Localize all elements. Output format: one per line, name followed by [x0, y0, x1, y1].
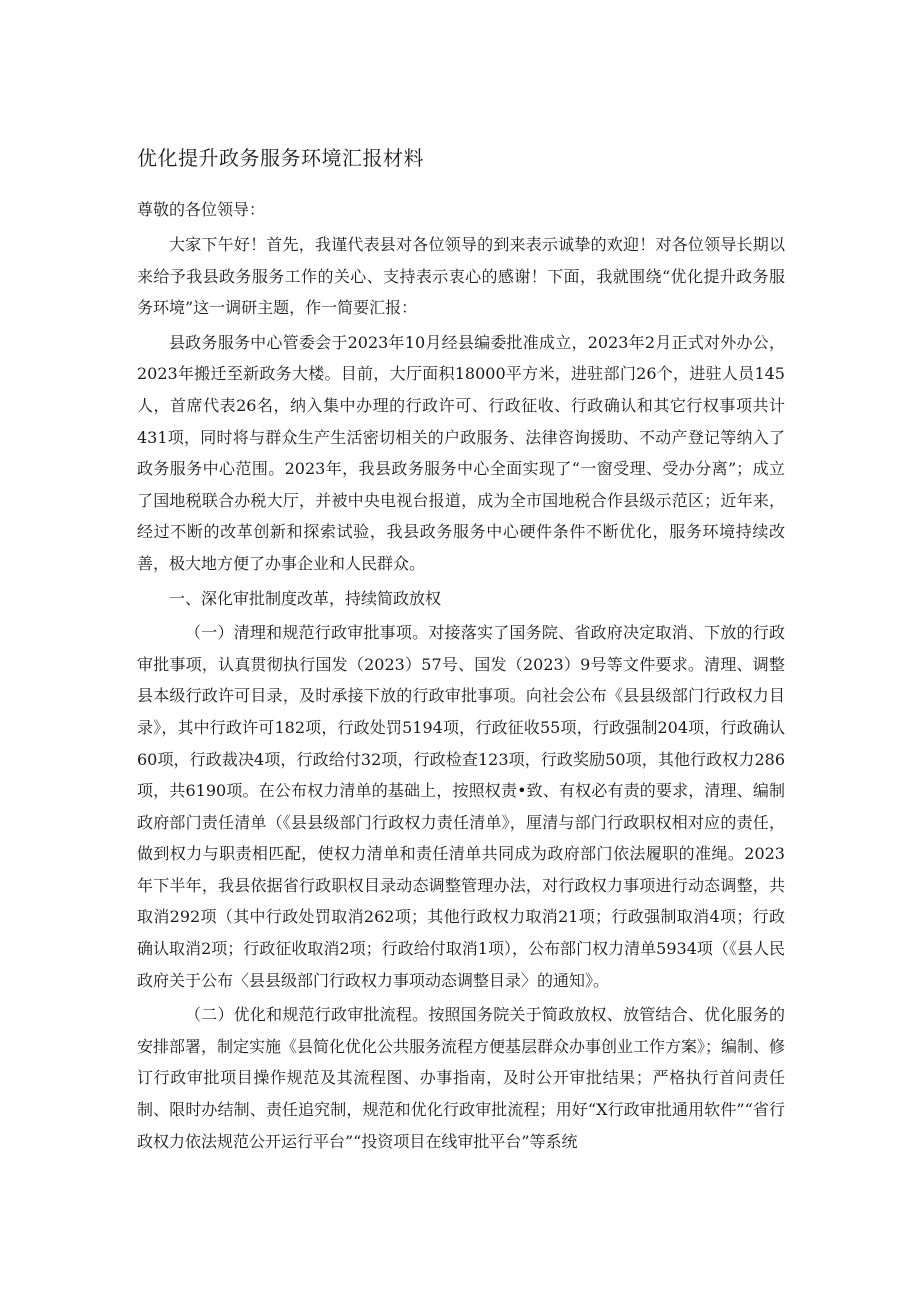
salutation: 尊敬的各位领导：	[137, 200, 266, 219]
document-title: 优化提升政务服务环境汇报材料	[137, 146, 424, 170]
paragraph-intro: 大家下午好！首先，我谨代表县对各位领导的到来表示诚挚的欢迎！对各位领导长期以来给予我县政务服务工作的关心、支持表示衷心的感谢！下面，我就围绕“优化提升政务服务环境”这一调研主题，作一简要汇报：	[137, 235, 785, 318]
paragraph-overview: 县政务服务中心管委会于2023年10月经县编委批准成立，2023年2月正式对外办公，2023年搬迁至新政务大楼。目前，大厅面积18000平方米，进驻部门26个，进驻人员145人，首席代表26名，纳入集中办理的行政许可、行政征收、行政确认和其它行权事项共计431项，同时将与群众生产生活密切相关的户政服务、法律咨询援助、不动产登记等纳入了政务服务中心范围。2023年，我县政务服务中心全面实现了“一窗受理、受办分离”；成立了国地税联合办税大厅，并被中央电视台报道，成为全市国地税合作县级示范区；近年来，经过不断的改革创新和探索试验，我县政务服务中心硬件条件不断优化，服务环境持续改善，极大地方便了办事企业和人民群众。	[137, 332, 785, 573]
document-page	[137, 143, 785, 1160]
section-heading-1: 一、深化审批制度改革，持续简政放权	[169, 588, 442, 608]
paragraph-subsection-1: （一）清理和规范行政审批事项。对接落实了国务院、省政府决定取消、下放的行政审批事项，认真贯彻执行国发（2023）57号、国发（2023）9号等文件要求。清理、调整县本级行政许可目录，及时承接下放的行政审批事项。向社会公布《县县级部门行政权力目录》，其中行政许可182项，行政处罚5194项，行政征收55项，行政强制204项，行政确认60项，行政裁决4项，行政给付32项，行政检查123项，行政奖励50项，其他行政权力286项，共6190项。在公布权力清单的基础上，按照权责•致、有权必有责的要求，清理、编制政府部门责任清单（《县县级部门行政权力责任清单》，厘清与部门行政职权相对应的责任，做到权力与职责相匹配，使权力清单和责任清单共同成为政府部门依法履职的准绳。2023年下半年，我县依据省行政职权目录动态调整管理办法，对行政权力事项进行动态调整，共取消292项（其中行政处罚取消262项；其他行政权力取消21项；行政强制取消4项；行政确认取消2项；行政征收取消2项；行政给付取消1项），公布部门权力清单5934项（《县人民政府关于公布〈县县级部门行政权力事项动态调整目录〉的通知》。	[137, 623, 785, 990]
paragraph-subsection-2: （二）优化和规范行政审批流程。按照国务院关于简政放权、放管结合、优化服务的安排部署，制定实施《县简化优化公共服务流程方便基层群众办事创业工作方案》；编制、修订行政审批项目操作规范及其流程图、办事指南，及时公开审批结果；严格执行首问责任制、限时办结制、责任追究制，规范和优化行政审批流程；用好“X行政审批通用软件”“省行政权力依法规范公开运行平台”“投资项目在线审批平台”等系统	[137, 1005, 786, 1151]
